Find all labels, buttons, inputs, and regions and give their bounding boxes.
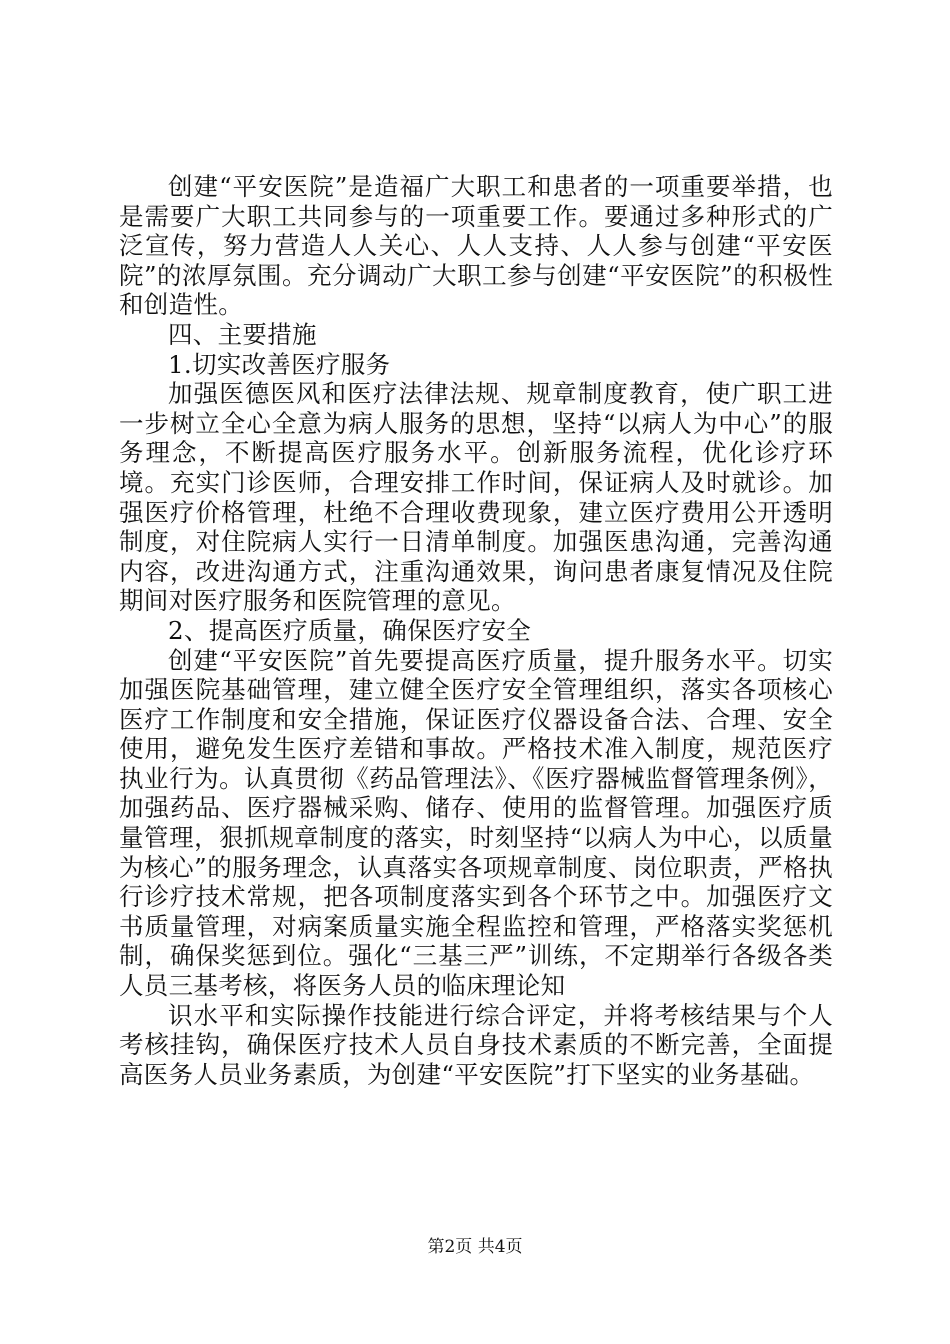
paragraph-quality-continued: 识水平和实际操作技能进行综合评定，并将考核结果与个人考核挂钩，确保医疗技术人员自身技术素质的不断完善，全面提高医务人员业务素质，为创建“平安医院”打下坚实的业务基础。 [119, 1000, 833, 1089]
paragraph-intro: 创建“平安医院”是造福广大职工和患者的一项重要举措，也是需要广大职工共同参与的一项重要工作。要通过多种形式的广泛宣传，努力营造人人关心、人人支持、人人参与创建“平安医院”的浓厚氛围。充分调动广大职工参与创建“平安医院”的积极性和创造性。 [119, 172, 833, 320]
document-body [119, 172, 833, 1089]
paragraph-medical-service: 加强医德医风和医疗法律法规、规章制度教育，使广职工进一步树立全心全意为病人服务的思想，坚持“以病人为中心”的服务理念，不断提高医疗服务水平。创新服务流程，优化诊疗环境。充实门诊医师，合理安排工作时间，保证病人及时就诊。加强医疗价格管理，杜绝不合理收费现象，建立医疗费用公开透明制度，对住院病人实行一日清单制度。加强医患沟通，完善沟通内容，改进沟通方式，注重沟通效果，询问患者康复情况及住院期间对医疗服务和医院管理的意见。 [119, 379, 833, 616]
paragraph-medical-quality: 创建“平安医院”首先要提高医疗质量，提升服务水平。切实加强医院基础管理，建立健全医疗安全管理组织，落实各项核心医疗工作制度和安全措施，保证医疗仪器设备合法、合理、安全使用，避免发生医疗差错和事故。严格技术准入制度，规范医疗执业行为。认真贯彻《药品管理法》、《医疗器械监督管理条例》，加强药品、医疗器械采购、储存、使用的监督管理。加强医疗质量管理，狠抓规章制度的落实，时刻坚持“以病人为中心，以质量为核心”的服务理念，认真落实各项规章制度、岗位职责，严格执行诊疗技术常规，把各项制度落实到各个环节之中。加强医疗文书质量管理，对病案质量实施全程监控和管理，严格落实奖惩机制，确保奖惩到位。强化“三基三严”训练，不定期举行各级各类人员三基考核，将医务人员的临床理论知 [119, 645, 833, 1001]
subheading-medical-quality: 2、提高医疗质量，确保医疗安全 [168, 615, 532, 645]
section-heading-measures: 四、主要措施 [168, 319, 317, 349]
page-footer: 第2页 共4页 [427, 1237, 523, 1257]
subheading-medical-service: 1.切实改善医疗服务 [168, 349, 391, 379]
